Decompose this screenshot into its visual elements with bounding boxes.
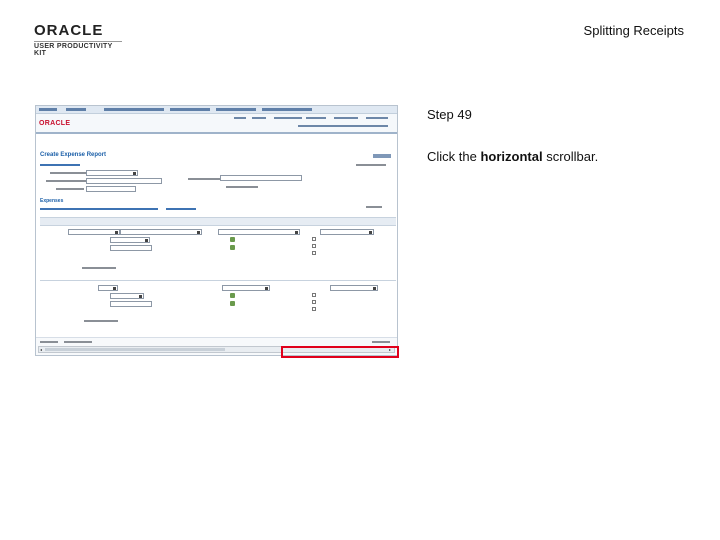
scroll-left-icon[interactable]: ◂ [40,347,43,352]
instruction-suffix: scrollbar. [542,149,599,164]
date-field-2[interactable] [98,285,118,291]
scrollbar-highlight-box [281,346,399,358]
step-label: Step 49 [427,107,472,122]
screenshot-top-nav [36,106,397,114]
expense-row-2 [40,282,396,335]
screenshot-oracle-logo: ORACLE [39,120,71,127]
oracle-upk-logo [34,22,124,57]
default-location-field[interactable] [220,175,302,181]
step-instruction [427,149,598,164]
scrollbar-thumb[interactable] [45,348,225,351]
expense-row-1 [40,226,396,279]
screenshot-page-title: Create Expense Report [40,152,107,158]
business-purpose-field[interactable] [86,170,138,176]
location-field-2[interactable] [110,301,152,307]
screenshot-expenses-header: Expenses [40,198,64,204]
description-field[interactable] [218,229,300,235]
description-field-2[interactable] [222,285,270,291]
application-screenshot [35,105,398,356]
payment-type-field-2[interactable] [330,285,378,291]
instruction-prefix: Click the [427,149,481,164]
oracle-logo-text: ORACLE [34,22,104,39]
location-field[interactable] [110,245,152,251]
billing-type-field[interactable] [110,237,150,243]
expense-type-field[interactable] [120,229,202,235]
instruction-emphasis: horizontal [480,149,543,164]
logo-subtitle: USER PRODUCTIVITY KIT [34,43,113,57]
screenshot-page-action[interactable] [373,154,391,158]
expense-table-header [40,217,396,226]
scroll-right-icon[interactable]: ▸ [389,347,392,352]
payment-type-field[interactable] [320,229,374,235]
document-title: Splitting Receipts [583,23,684,38]
billing-type-field-2[interactable] [110,293,144,299]
screenshot-brand-bar [36,114,397,134]
logo-divider [34,41,122,42]
report-description-field[interactable] [86,178,162,184]
date-field[interactable] [68,229,120,235]
reference-field[interactable] [86,186,136,192]
